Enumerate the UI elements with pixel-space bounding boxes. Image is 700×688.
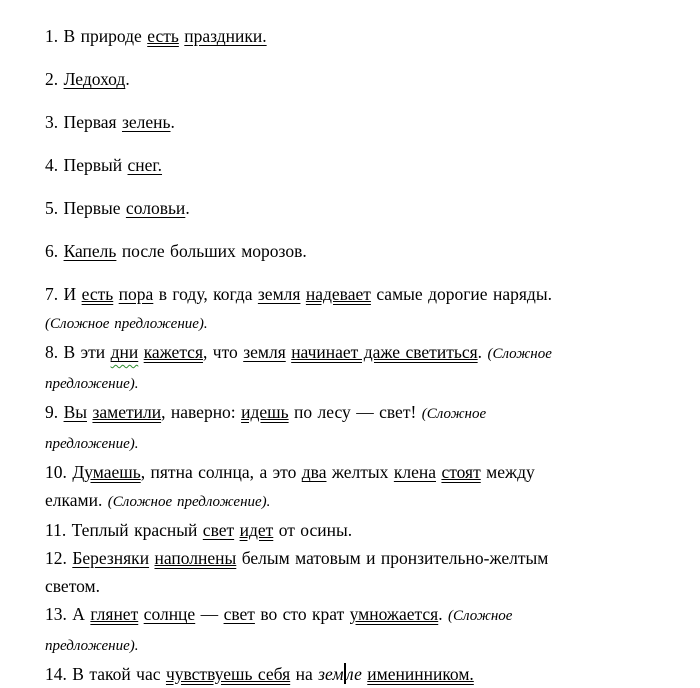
subject-underline-word: два [301, 462, 327, 482]
text-run: . [185, 198, 190, 218]
grammar-note-italic: (Сложное [487, 346, 552, 362]
subject-underline-word: дни [110, 342, 139, 362]
text-run: 1. В природе [45, 26, 148, 46]
predicate-underline-word: стоят [441, 462, 481, 482]
text-run: . [438, 604, 449, 624]
text-run: — [195, 604, 224, 624]
text-run: 8. В эти [45, 342, 111, 362]
subject-underline-word: зелень [121, 112, 171, 132]
predicate-underline-word: глянет [90, 604, 139, 624]
predicate-underline-word: есть [147, 26, 179, 46]
subject-underline-word: Березняки [72, 548, 150, 568]
sentence-9 [45, 398, 686, 458]
text-run: 9. [45, 402, 64, 422]
text-run: 11. Теплый красный [45, 520, 203, 540]
sentence-12 [45, 544, 686, 600]
text-run: по лесу — свет! [288, 402, 422, 422]
italic-word: ле [346, 664, 362, 684]
text-run: 10. [45, 462, 73, 482]
predicate-underline-word: наполнены [154, 548, 237, 568]
subject-underline-word: земля [257, 284, 301, 304]
text-run: . [477, 342, 488, 362]
text-run: светом. [45, 576, 100, 596]
sentence-4 [45, 151, 686, 179]
subject-underline-word: пора [118, 284, 154, 304]
sentence-6 [45, 237, 686, 265]
subject-underline-word: земля [243, 342, 286, 362]
grammar-note-italic: предложение). [45, 436, 139, 452]
predicate-underline-word: чувствуешь себя [165, 664, 291, 684]
grammar-note-italic: (Сложное предложение). [45, 316, 208, 332]
text-run: в году, когда [153, 284, 258, 304]
subject-underline-word: снег. [127, 155, 163, 175]
text-run: после больших морозов. [116, 241, 307, 261]
text-run: во сто крат [254, 604, 350, 624]
subject-underline-word: свет [223, 604, 255, 624]
grammar-note-italic: (Сложное [448, 608, 513, 624]
subject-underline-word: свет [202, 520, 235, 540]
grammar-note-italic: предложение). [45, 376, 139, 392]
sentence-7 [45, 280, 686, 338]
text-run: 6. [45, 241, 64, 261]
predicate-underline-word: кажется [143, 342, 203, 362]
predicate-underline-word: умножается [349, 604, 439, 624]
predicate-underline-word: надевает [305, 284, 371, 304]
grammar-note-italic: (Сложное предложение). [107, 494, 271, 510]
subject-underline-word: соловьи [125, 198, 186, 218]
text-run: 12. [45, 548, 73, 568]
subject-underline-word: праздники. [184, 26, 267, 46]
word-with-grammar-check [111, 342, 139, 362]
text-run: , что [203, 342, 244, 362]
text-run: . [125, 69, 130, 89]
text-run: на [290, 664, 319, 684]
text-run: 13. А [45, 604, 91, 624]
subject-underline-word: Капель [63, 241, 117, 261]
text-run: , наверно: [161, 402, 242, 422]
text-run: желтых [326, 462, 394, 482]
sentence-8 [45, 338, 686, 398]
grammar-note-italic: предложение). [45, 638, 139, 654]
text-run: между [480, 462, 535, 482]
text-run: . [170, 112, 175, 132]
text-run: белым матовым и пронзительно-желтым [236, 548, 549, 568]
grammar-note-italic: (Сложное [421, 406, 487, 422]
predicate-underline-word: идет [239, 520, 274, 540]
predicate-underline-word: заметили [92, 402, 162, 422]
sentence-5 [45, 194, 686, 222]
sentence-2 [45, 65, 686, 93]
text-run: 4. Первый [45, 155, 128, 175]
sentence-11 [45, 516, 686, 544]
sentence-13 [45, 600, 686, 660]
text-run: 14. В такой час [45, 664, 166, 684]
sentence-14 [45, 660, 686, 688]
sentence-10 [45, 458, 686, 516]
subject-underline-word: Ледоход [63, 69, 126, 89]
sentence-3 [45, 108, 686, 136]
text-run: 3. Первая [45, 112, 122, 132]
predicate-underline-word: идешь [241, 402, 289, 422]
text-run: 2. [45, 69, 64, 89]
predicate-underline-word: именинником. [367, 664, 474, 684]
text-run: 7. И [45, 284, 82, 304]
sentence-1 [45, 22, 686, 50]
text-run: елками. [45, 490, 108, 510]
text-run: , пятна солнца, а это [140, 462, 302, 482]
predicate-underline-word: есть [81, 284, 114, 304]
subject-underline-word: клена [393, 462, 436, 482]
text-run: самые дорогие наряды. [370, 284, 552, 304]
text-run: от осины. [273, 520, 353, 540]
text-run: 5. Первые [45, 198, 126, 218]
predicate-underline-word: начинает даже светиться [291, 342, 478, 362]
subject-underline-word: Вы [63, 402, 87, 422]
italic-word: зем [318, 664, 344, 684]
predicate-underline-word: Думаешь [72, 462, 141, 482]
subject-underline-word: солнце [143, 604, 196, 624]
